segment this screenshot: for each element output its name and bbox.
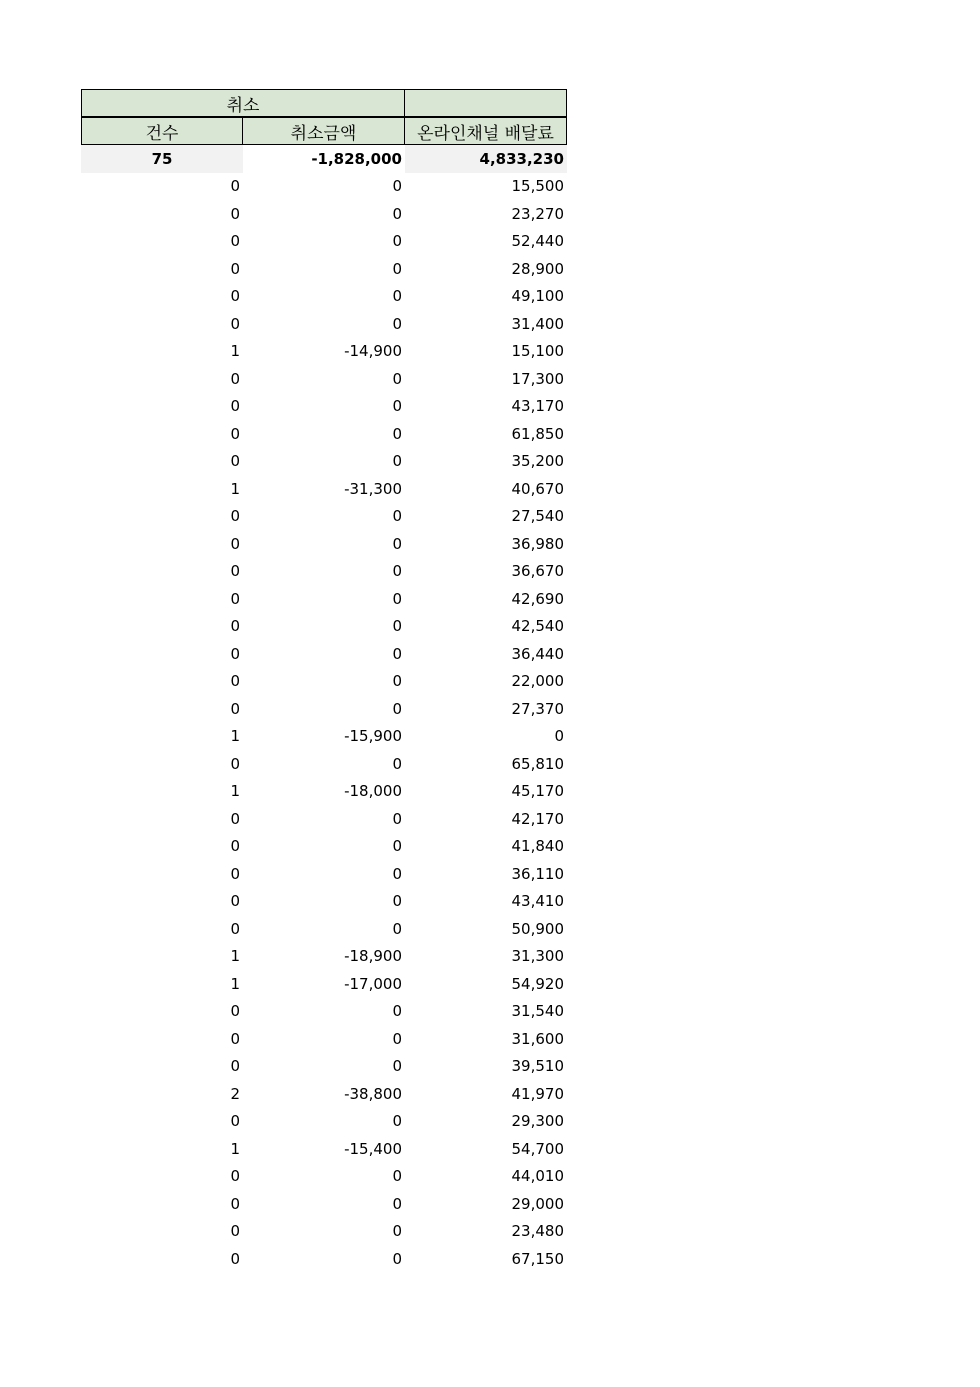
table-row	[81, 200, 567, 228]
data-rows	[81, 173, 567, 1273]
count-cell[interactable]: 0	[230, 1029, 240, 1048]
delivery-fee-cell[interactable]: 42,170	[511, 809, 564, 828]
table-row	[81, 640, 567, 668]
count-cell[interactable]: 0	[230, 204, 240, 223]
cancel-amount-cell[interactable]: 0	[392, 1194, 402, 1213]
table-row	[81, 1218, 567, 1246]
count-cell[interactable]: 0	[230, 837, 240, 856]
delivery-fee-cell[interactable]: 31,300	[511, 947, 564, 966]
cancel-amount-cell[interactable]: 0	[392, 177, 402, 196]
cancellation-table	[81, 89, 567, 1273]
delivery-fee-cell[interactable]: 44,010	[511, 1167, 564, 1186]
cancel-amount-cell[interactable]: 0	[392, 1057, 402, 1076]
count-cell[interactable]: 0	[230, 452, 240, 471]
cancel-amount-cell[interactable]: 0	[392, 452, 402, 471]
table-row	[81, 475, 567, 503]
cancel-amount-cell[interactable]: 0	[392, 1112, 402, 1131]
total-cancel-amount[interactable]: -1,828,000	[243, 145, 405, 173]
delivery-fee-cell[interactable]: 17,300	[511, 369, 564, 388]
count-cell[interactable]: 0	[230, 754, 240, 773]
count-cell[interactable]: 1	[230, 974, 240, 993]
delivery-fee-cell[interactable]: 23,270	[511, 204, 564, 223]
delivery-fee-cell[interactable]: 31,540	[511, 1002, 564, 1021]
table-row	[81, 750, 567, 778]
table-row	[81, 860, 567, 888]
count-cell[interactable]: 1	[230, 342, 240, 361]
table-row	[81, 943, 567, 971]
cancel-amount-cell[interactable]: 0	[392, 424, 402, 443]
delivery-fee-cell[interactable]: 23,480	[511, 1222, 564, 1241]
table-row	[81, 1025, 567, 1053]
table-row	[81, 1135, 567, 1163]
count-cell[interactable]: 0	[230, 177, 240, 196]
delivery-fee-cell[interactable]: 31,600	[511, 1029, 564, 1048]
table-row	[81, 805, 567, 833]
delivery-fee-cell[interactable]: 49,100	[511, 287, 564, 306]
header-group-cancel[interactable]: 취소	[81, 89, 405, 117]
delivery-fee-cell[interactable]: 41,840	[511, 837, 564, 856]
count-cell[interactable]: 0	[230, 1194, 240, 1213]
count-cell[interactable]: 0	[230, 589, 240, 608]
delivery-fee-cell[interactable]: 22,000	[511, 672, 564, 691]
count-cell[interactable]: 1	[230, 782, 240, 801]
cancel-amount-cell[interactable]: 0	[392, 259, 402, 278]
delivery-fee-cell[interactable]: 54,700	[511, 1139, 564, 1158]
delivery-fee-cell[interactable]: 27,370	[511, 699, 564, 718]
delivery-fee-cell[interactable]: 39,510	[511, 1057, 564, 1076]
table-row	[81, 585, 567, 613]
table-row	[81, 338, 567, 366]
count-cell[interactable]: 0	[230, 644, 240, 663]
delivery-fee-cell[interactable]: 42,540	[511, 617, 564, 636]
delivery-fee-cell[interactable]: 29,000	[511, 1194, 564, 1213]
count-cell[interactable]: 0	[230, 507, 240, 526]
cancel-amount-cell[interactable]: 0	[392, 204, 402, 223]
table-row	[81, 1108, 567, 1136]
cancel-amount-cell[interactable]: 0	[392, 507, 402, 526]
delivery-fee-cell[interactable]: 36,440	[511, 644, 564, 663]
cancel-amount-cell[interactable]: 0	[392, 754, 402, 773]
delivery-fee-cell[interactable]: 35,200	[511, 452, 564, 471]
table-row	[81, 503, 567, 531]
total-delivery-fee[interactable]: 4,833,230	[405, 145, 567, 173]
cancel-amount-cell[interactable]: 0	[392, 1167, 402, 1186]
table-row	[81, 888, 567, 916]
cancel-amount-cell[interactable]: 0	[392, 672, 402, 691]
delivery-fee-cell[interactable]: 29,300	[511, 1112, 564, 1131]
delivery-fee-cell[interactable]: 41,970	[511, 1084, 564, 1103]
delivery-fee-cell[interactable]: 65,810	[511, 754, 564, 773]
cancel-amount-cell[interactable]: 0	[392, 617, 402, 636]
delivery-fee-cell[interactable]: 43,170	[511, 397, 564, 416]
delivery-fee-cell[interactable]: 45,170	[511, 782, 564, 801]
cancel-amount-cell[interactable]: 0	[392, 369, 402, 388]
delivery-fee-cell[interactable]: 0	[554, 727, 564, 746]
cancel-amount-cell[interactable]: 0	[392, 589, 402, 608]
header-column-row	[81, 117, 567, 145]
table-row	[81, 723, 567, 751]
cancel-amount-cell[interactable]: 0	[392, 919, 402, 938]
table-row	[81, 1053, 567, 1081]
count-cell[interactable]: 1	[230, 727, 240, 746]
table-row	[81, 1080, 567, 1108]
table-row	[81, 283, 567, 311]
cancel-amount-cell[interactable]: 0	[392, 1249, 402, 1268]
delivery-fee-cell[interactable]: 36,110	[511, 864, 564, 883]
cancel-amount-cell[interactable]: -18,900	[344, 947, 402, 966]
count-cell[interactable]: 1	[230, 1139, 240, 1158]
table-row	[81, 613, 567, 641]
cancel-amount-cell[interactable]: 0	[392, 892, 402, 911]
count-cell[interactable]: 1	[230, 479, 240, 498]
table-row	[81, 998, 567, 1026]
count-cell[interactable]: 0	[230, 809, 240, 828]
table-row	[81, 255, 567, 283]
delivery-fee-cell[interactable]: 15,500	[511, 177, 564, 196]
cancel-amount-cell[interactable]: -18,000	[344, 782, 402, 801]
table-row	[81, 668, 567, 696]
table-row	[81, 228, 567, 256]
delivery-fee-cell[interactable]: 61,850	[511, 424, 564, 443]
count-cell[interactable]: 0	[230, 1167, 240, 1186]
delivery-fee-cell[interactable]: 42,690	[511, 589, 564, 608]
cancel-amount-cell[interactable]: 0	[392, 699, 402, 718]
cancel-amount-cell[interactable]: -14,900	[344, 342, 402, 361]
count-cell[interactable]: 0	[230, 397, 240, 416]
count-cell[interactable]: 1	[230, 947, 240, 966]
count-cell[interactable]: 0	[230, 232, 240, 251]
table-row	[81, 365, 567, 393]
table-row	[81, 1163, 567, 1191]
count-cell[interactable]: 2	[230, 1084, 240, 1103]
cancel-amount-cell[interactable]: 0	[392, 644, 402, 663]
cancel-amount-cell[interactable]: 0	[392, 864, 402, 883]
cancel-amount-cell[interactable]: -31,300	[344, 479, 402, 498]
cancel-amount-cell[interactable]: 0	[392, 1002, 402, 1021]
cancel-amount-cell[interactable]: -15,900	[344, 727, 402, 746]
header-online-delivery-fee[interactable]: 온라인채널 배달료	[405, 117, 567, 145]
header-cancel-amount[interactable]: 취소금액	[243, 117, 405, 145]
table-row	[81, 558, 567, 586]
count-cell[interactable]: 0	[230, 617, 240, 636]
count-cell[interactable]: 0	[230, 1249, 240, 1268]
count-cell[interactable]: 0	[230, 287, 240, 306]
count-cell[interactable]: 0	[230, 424, 240, 443]
count-cell[interactable]: 0	[230, 534, 240, 553]
cancel-amount-cell[interactable]: 0	[392, 397, 402, 416]
table-row	[81, 530, 567, 558]
count-cell[interactable]: 0	[230, 699, 240, 718]
cancel-amount-cell[interactable]: 0	[392, 809, 402, 828]
cancel-amount-cell[interactable]: 0	[392, 314, 402, 333]
cancel-amount-cell[interactable]: 0	[392, 562, 402, 581]
cancel-amount-cell[interactable]: -17,000	[344, 974, 402, 993]
count-cell[interactable]: 0	[230, 892, 240, 911]
count-cell[interactable]: 0	[230, 1002, 240, 1021]
count-cell[interactable]: 0	[230, 919, 240, 938]
delivery-fee-cell[interactable]: 36,980	[511, 534, 564, 553]
table-row	[81, 970, 567, 998]
cancel-amount-cell[interactable]: 0	[392, 837, 402, 856]
cancel-amount-cell[interactable]: 0	[392, 232, 402, 251]
delivery-fee-cell[interactable]: 31,400	[511, 314, 564, 333]
delivery-fee-cell[interactable]: 43,410	[511, 892, 564, 911]
count-cell[interactable]: 0	[230, 562, 240, 581]
cancel-amount-cell[interactable]: -38,800	[344, 1084, 402, 1103]
count-cell[interactable]: 0	[230, 259, 240, 278]
total-row	[81, 145, 567, 173]
delivery-fee-cell[interactable]: 27,540	[511, 507, 564, 526]
table-row	[81, 393, 567, 421]
table-row	[81, 1190, 567, 1218]
table-row	[81, 173, 567, 201]
count-cell[interactable]: 0	[230, 369, 240, 388]
header-group-blank[interactable]	[405, 89, 567, 117]
table-row	[81, 1245, 567, 1273]
delivery-fee-cell[interactable]: 52,440	[511, 232, 564, 251]
cancel-amount-cell[interactable]: 0	[392, 287, 402, 306]
count-cell[interactable]: 0	[230, 314, 240, 333]
count-cell[interactable]: 0	[230, 1222, 240, 1241]
header-group-row	[81, 89, 567, 117]
table-row	[81, 778, 567, 806]
header-count[interactable]: 건수	[81, 117, 243, 145]
delivery-fee-cell[interactable]: 54,920	[511, 974, 564, 993]
delivery-fee-cell[interactable]: 28,900	[511, 259, 564, 278]
cancel-amount-cell[interactable]: -15,400	[344, 1139, 402, 1158]
count-cell[interactable]: 0	[230, 672, 240, 691]
table-row	[81, 833, 567, 861]
delivery-fee-cell[interactable]: 50,900	[511, 919, 564, 938]
delivery-fee-cell[interactable]: 40,670	[511, 479, 564, 498]
table-row	[81, 695, 567, 723]
delivery-fee-cell[interactable]: 67,150	[511, 1249, 564, 1268]
table-row	[81, 448, 567, 476]
table-row	[81, 420, 567, 448]
cancel-amount-cell[interactable]: 0	[392, 1029, 402, 1048]
delivery-fee-cell[interactable]: 36,670	[511, 562, 564, 581]
total-count[interactable]: 75	[81, 150, 243, 168]
table-row	[81, 310, 567, 338]
count-cell[interactable]: 0	[230, 1057, 240, 1076]
count-cell[interactable]: 0	[230, 864, 240, 883]
table-row	[81, 915, 567, 943]
delivery-fee-cell[interactable]: 15,100	[511, 342, 564, 361]
cancel-amount-cell[interactable]: 0	[392, 1222, 402, 1241]
cancel-amount-cell[interactable]: 0	[392, 534, 402, 553]
count-cell[interactable]: 0	[230, 1112, 240, 1131]
